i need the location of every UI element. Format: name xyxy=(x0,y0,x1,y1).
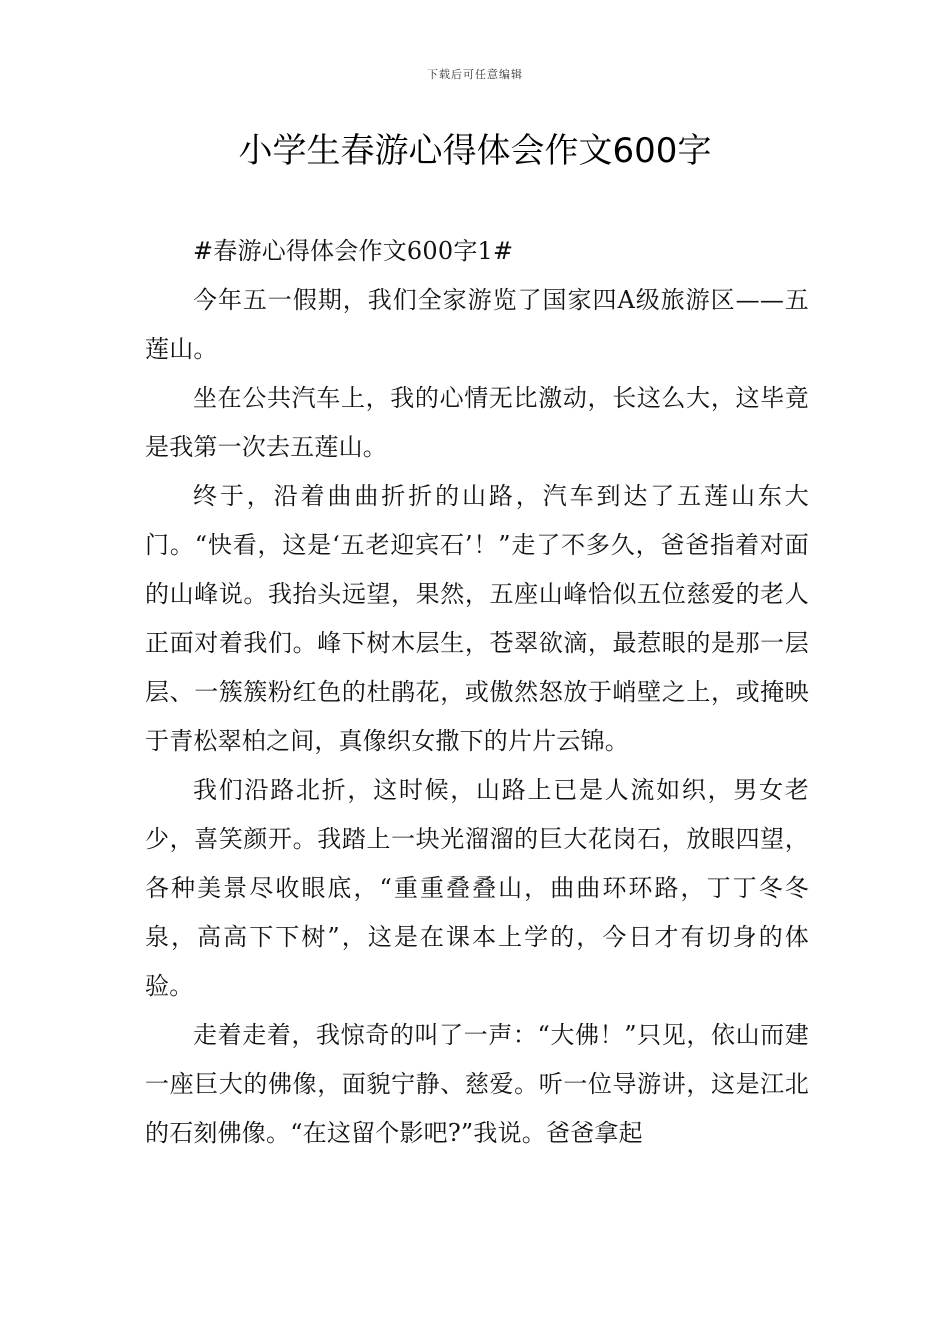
paragraph-subtitle: #春游心得体会作文600字1# xyxy=(193,237,514,265)
header-note: 下载后可任意编辑 xyxy=(427,68,523,81)
document-body xyxy=(145,227,809,1158)
paragraph: 走着走着，我惊奇的叫了一声：“大佛！”只见，依山而建一座巨大的佛像，面貌宁静、慈爱。听一位导游讲，这是江北的石刻佛像。“在这留个影吧?”我说。爸爸拿起 xyxy=(145,1021,809,1147)
paragraph: 今年五一假期，我们全家游览了国家四A级旅游区——五莲山。 xyxy=(145,286,809,363)
document-title: 小学生春游心得体会作文600字 xyxy=(238,131,712,171)
paragraph: 坐在公共汽车上，我的心情无比激动，长这么大，这毕竟是我第一次去五莲山。 xyxy=(145,384,809,461)
paragraph: 终于，沿着曲曲折折的山路，汽车到达了五莲山东大门。“快看，这是‘五老迎宾石’！”走了不多久，爸爸指着对面的山峰说。我抬头远望，果然，五座山峰恰似五位慈爱的老人正面对着我们。峰下树木层生，苍翠欲滴，最惹眼的是那一层层、一簇簇粉红色的杜鹃花，或傲然怒放于峭壁之上，或掩映于青松翠柏之间，真像织女撒下的片片云锦。 xyxy=(145,482,809,755)
paragraph: 我们沿路北折，这时候，山路上已是人流如织，男女老少，喜笑颜开。我踏上一块光溜溜的巨大花岗石，放眼四望，各种美景尽收眼底，“重重叠叠山，曲曲环环路，丁丁冬冬泉，高高下下树”，这是在课本上学的，今日才有切身的体验。 xyxy=(145,776,809,1000)
